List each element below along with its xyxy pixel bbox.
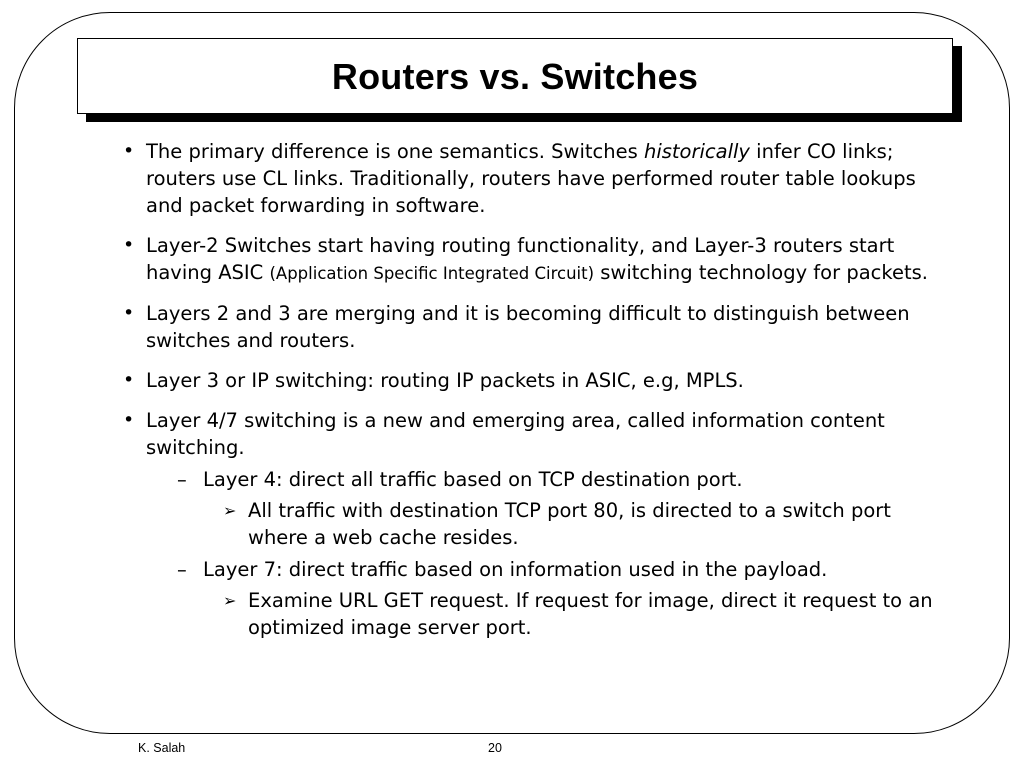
slide-content: [120, 138, 940, 645]
sub-sub-bullet-url-get-text: Examine URL GET request. If request for image, direct it request to an optimized image server port.: [248, 589, 933, 639]
footer-author: K. Salah: [138, 741, 186, 755]
bullet-1-text-pre: The primary difference is one semantics. Switches: [146, 140, 644, 163]
footer-page-number: 20: [488, 741, 502, 755]
bullet-1-text-post: infer CO links; routers use CL links. Traditionally, routers have performed router table lookups and packet forwarding in software.: [146, 140, 916, 217]
bullet-5: [120, 407, 940, 461]
bullet-marker: •: [123, 234, 135, 256]
bullet-2-asic-expansion: (Application Specific Integrated Circuit): [269, 264, 595, 283]
arrow-marker-icon: ➢: [223, 591, 237, 610]
dash-marker: –: [177, 558, 187, 581]
arrow-marker-icon: ➢: [223, 501, 237, 520]
bullet-2-text-pre: Layer-2 Switches start having routing functionality, and Layer-3 routers start having ASIC: [146, 234, 895, 284]
sub-bullet-layer7-text: Layer 7: direct traffic based on information used in the payload.: [203, 558, 828, 581]
bullet-3-text: Layers 2 and 3 are merging and it is becoming difficult to distinguish between switches and routers.: [146, 302, 910, 352]
bullet-1-emphasis: historically: [643, 140, 750, 163]
bullet-2-text-post: switching technology for packets.: [594, 261, 928, 284]
bullet-marker: •: [123, 140, 135, 162]
bullet-marker: •: [123, 369, 135, 391]
title-box: [77, 38, 953, 114]
bullet-4-text: Layer 3 or IP switching: routing IP packets in ASIC, e.g, MPLS.: [146, 369, 744, 392]
bullet-marker: •: [123, 302, 135, 324]
bullet-3: [120, 300, 940, 354]
dash-marker: –: [177, 468, 187, 491]
bullet-marker: •: [123, 409, 135, 431]
bullet-1: [120, 138, 940, 219]
bullet-5-text: Layer 4/7 switching is a new and emerging area, called information content switching.: [146, 409, 885, 459]
slide-title: Routers vs. Switches: [331, 56, 699, 97]
sub-sub-bullet-port80: [222, 497, 940, 551]
sub-bullet-layer4-text: Layer 4: direct all traffic based on TCP destination port.: [203, 468, 743, 491]
bullet-2: [120, 232, 940, 287]
sub-bullet-layer7: [177, 556, 940, 583]
sub-bullet-layer4: [177, 466, 940, 493]
bullet-4: [120, 367, 940, 394]
sub-sub-bullet-url-get: [222, 587, 940, 641]
sub-sub-bullet-port80-text: All traffic with destination TCP port 80, is directed to a switch port where a web cache resides.: [248, 499, 891, 549]
